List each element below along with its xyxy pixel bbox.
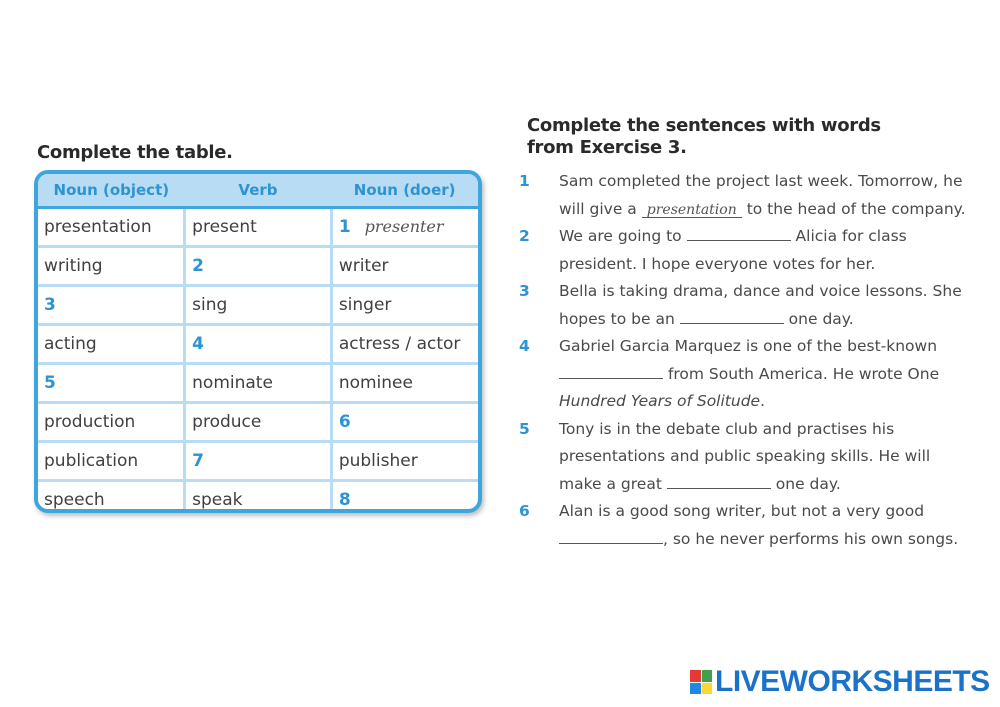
table-row	[38, 286, 478, 325]
answer-cell-7[interactable]	[185, 442, 332, 481]
item-number: 3	[44, 295, 56, 315]
answer-blank-2[interactable]	[687, 226, 791, 241]
item-number: 3	[519, 282, 530, 300]
list-item	[519, 278, 969, 333]
table-row	[38, 325, 478, 364]
answer-blank-5[interactable]	[667, 474, 771, 489]
sentence-list	[519, 168, 969, 553]
col-header-noun-doer: Noun (doer)	[331, 174, 478, 208]
table-cell: produce	[185, 403, 332, 442]
table-cell: writing	[38, 247, 185, 286]
table-row	[38, 403, 478, 442]
table-cell: sing	[185, 286, 332, 325]
answer-blank-1[interactable]: presentation	[642, 203, 742, 218]
sentences-heading: Complete the sentences with words from Exercise 3.	[527, 115, 881, 158]
item-number: 4	[519, 337, 530, 355]
answer-blank-3[interactable]	[680, 309, 784, 324]
sentence-text: We are going to	[559, 227, 682, 245]
list-item	[519, 498, 969, 553]
answer-blank-6[interactable]	[559, 529, 663, 544]
word-table	[34, 170, 482, 513]
sentence-text: to the head of the company.	[746, 199, 966, 218]
sentence-text: from South America. He wrote One	[667, 364, 940, 383]
item-number: 4	[192, 334, 204, 354]
table-cell: production	[38, 403, 185, 442]
table-row	[38, 442, 478, 481]
answer-cell-3[interactable]	[38, 286, 185, 325]
sentence-text: Bella is taking drama, dance and voice lessons. She hopes to be an	[559, 282, 962, 328]
table-cell: actress / actor	[331, 325, 478, 364]
table-row	[38, 208, 478, 247]
table-cell: writer	[331, 247, 478, 286]
answer-cell-1[interactable]	[331, 208, 478, 247]
table-cell: presentation	[38, 208, 185, 247]
table-cell: singer	[331, 286, 478, 325]
table-cell: acting	[38, 325, 185, 364]
answer-text: presenter	[364, 217, 444, 236]
table-cell: publication	[38, 442, 185, 481]
table-cell: nominee	[331, 364, 478, 403]
liveworksheets-logo	[690, 665, 990, 699]
book-title: Hundred Years of Solitude	[559, 392, 761, 410]
logo-mark-icon	[690, 670, 712, 694]
sentence-text: Sam completed the project last week. Tomorrow, he will give a	[559, 172, 963, 218]
sentence-text: Tony is in the debate club and practises his presentations and public speaking skills. He will make a great	[559, 419, 931, 493]
item-number: 7	[192, 451, 204, 471]
list-item	[519, 333, 969, 416]
item-number: 2	[192, 256, 204, 276]
answer-cell-5[interactable]	[38, 364, 185, 403]
list-item	[519, 223, 969, 278]
answer-cell-2[interactable]	[185, 247, 332, 286]
sentence-text: Alan is a good song writer, but not a very good	[559, 502, 925, 520]
table-heading: Complete the table.	[37, 142, 233, 163]
item-number: 2	[519, 227, 530, 245]
col-header-noun-object: Noun (object)	[38, 174, 185, 208]
table-row	[38, 364, 478, 403]
table-cell: present	[185, 208, 332, 247]
table-cell: speech	[38, 481, 185, 514]
list-item	[519, 168, 969, 223]
item-number: 8	[338, 490, 351, 510]
sentence-text: one day.	[788, 309, 854, 328]
sentence-text: .	[760, 392, 766, 410]
sentence-text: Gabriel Garcia Marquez is one of the best-known	[559, 337, 938, 355]
sentence-text: , so he never performs his own songs.	[663, 529, 959, 548]
table-row	[38, 481, 478, 514]
col-header-verb: Verb	[185, 174, 332, 208]
table-row	[38, 247, 478, 286]
item-number: 6	[519, 502, 530, 520]
item-number: 1	[519, 172, 530, 190]
item-number: 5	[519, 419, 530, 438]
item-number: 5	[44, 373, 56, 393]
item-number: 1	[338, 217, 351, 237]
sentence-text: one day.	[775, 474, 841, 493]
table-cell: nominate	[185, 364, 332, 403]
answer-cell-8[interactable]	[331, 481, 478, 514]
list-item	[519, 416, 969, 499]
table-cell: publisher	[331, 442, 478, 481]
item-number: 6	[338, 412, 351, 432]
table-cell: speak	[185, 481, 332, 514]
sentence-text: Alicia for class president. I hope everyone votes for her.	[559, 227, 907, 273]
answer-cell-4[interactable]	[185, 325, 332, 364]
logo-text: LIVEWORKSHEETS	[715, 665, 990, 698]
answer-cell-6[interactable]	[331, 403, 478, 442]
answer-blank-4[interactable]	[559, 364, 663, 379]
